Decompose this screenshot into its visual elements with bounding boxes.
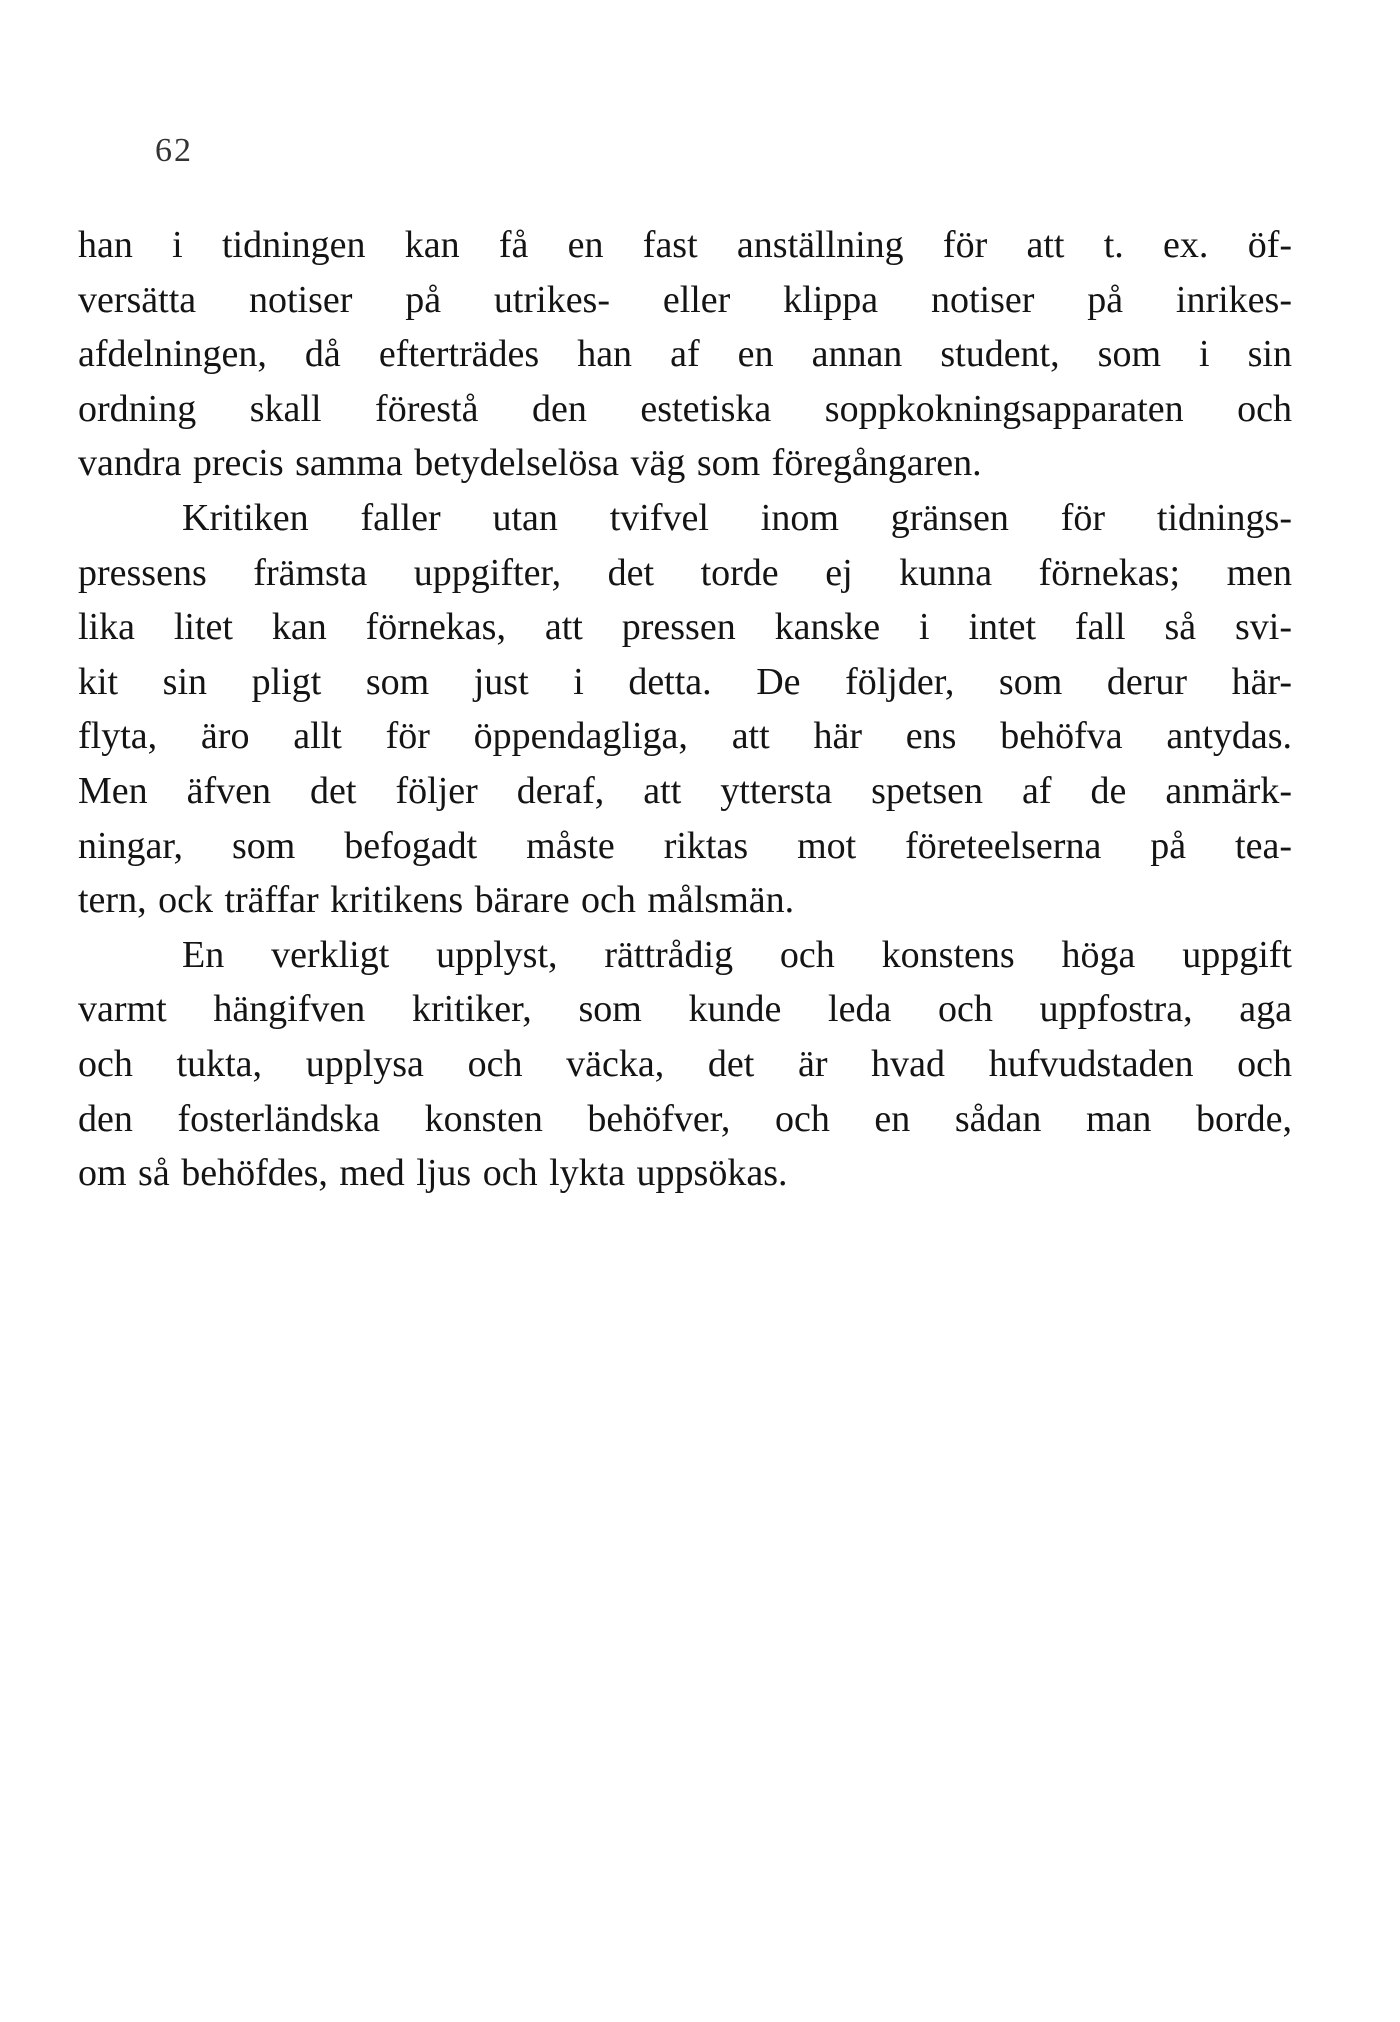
text-line: flyta, äro allt för öppendagliga, att här ens behöfva antydas.	[78, 715, 1292, 758]
text-line: ordning skall förestå den estetiska soppkokningsapparaten och	[78, 387, 1292, 430]
text-line: lika litet kan förnekas, att pressen kanske i intet fall så svi-	[78, 606, 1292, 649]
text-line: och tukta, upplysa och väcka, det är hvad hufvudstaden och	[78, 1042, 1292, 1085]
text-line: kit sin pligt som just i detta. De följder, som derur här-	[78, 660, 1292, 703]
text-line: pressens främsta uppgifter, det torde ej kunna förnekas; men	[78, 551, 1292, 594]
text-line: om så behöfdes, med ljus och lykta uppsökas.	[78, 1152, 788, 1195]
text-line: ningar, som befogadt måste riktas mot företeelserna på tea-	[78, 824, 1292, 867]
text-line: tern, ock träffar kritikens bärare och målsmän.	[78, 879, 795, 922]
text-line: En verkligt upplyst, rättrådig och konstens höga uppgift	[182, 933, 1292, 976]
text-line: varmt hängifven kritiker, som kunde leda och uppfostra, aga	[78, 988, 1292, 1031]
text-block	[78, 218, 1292, 1201]
page-number: 62	[155, 132, 193, 169]
text-line: Kritiken faller utan tvifvel inom gränsen för tidnings-	[182, 496, 1292, 539]
text-line: versätta notiser på utrikes- eller klippa notiser på inrikes-	[78, 278, 1292, 321]
text-line: Men äfven det följer deraf, att yttersta spetsen af de anmärk-	[78, 769, 1292, 812]
text-line: afdelningen, då efterträdes han af en annan student, som i sin	[78, 333, 1292, 376]
text-line: vandra precis samma betydelselösa väg som föregångaren.	[78, 442, 982, 485]
text-line: han i tidningen kan få en fast anställning för att t. ex. öf-	[78, 224, 1292, 266]
text-line: den fosterländska konsten behöfver, och en sådan man borde,	[78, 1097, 1292, 1140]
